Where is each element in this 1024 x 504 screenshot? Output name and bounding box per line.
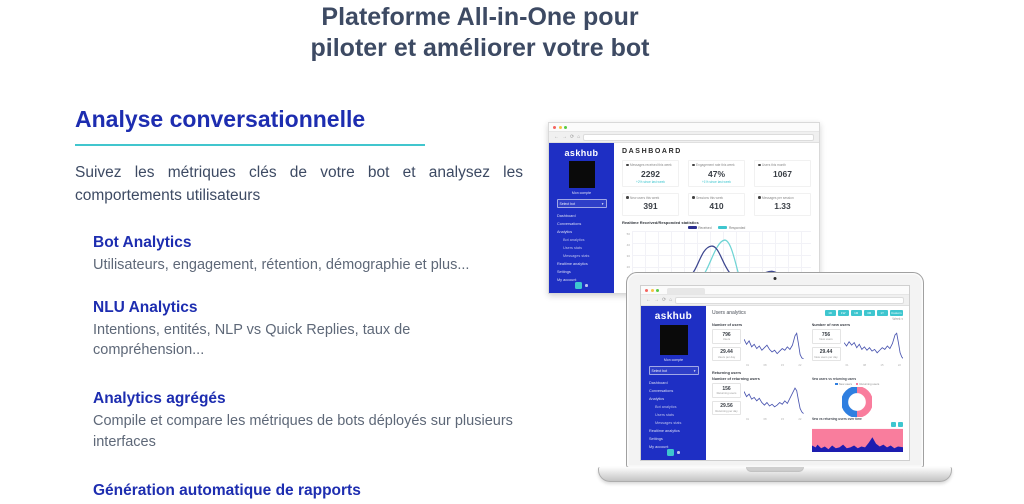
users-line-chart [744,329,804,367]
sidebar-item: Dashboard [557,214,576,218]
page-title-line1: Plateforme All-in-One pour [321,3,639,31]
browser-tab [667,288,705,294]
donut-chart [842,387,872,417]
section-heading: Analyse conversationnelle [75,106,366,132]
users-panel [712,323,804,367]
refresh-icon: ⟳ [662,296,667,303]
range-button: 1M [851,310,862,316]
metric-subtext: +2% since last week [636,179,665,184]
browser-toolbar [641,295,909,306]
status-dot-icon [677,451,680,454]
feature-bot-analytics [93,234,523,275]
status-dot-icon [585,284,588,287]
period-selector: Week ▾ [892,317,903,321]
feature-list [93,234,523,500]
stat-label: Returning users [716,391,737,395]
comparison-column [812,377,904,457]
feature-aggregated-analytics [93,390,523,452]
stat-value: 796 [722,331,731,338]
bot-selector-value: Select bot [559,201,576,206]
chart-action-icon [891,422,896,427]
section-intro: Suivez les métriques clés de votre bot et analysez les comportements utilisateurs [75,164,523,205]
legend-item: Returning users [856,382,879,386]
laptop-mockup [598,272,952,482]
maximize-icon [564,126,567,129]
sidebar-item: My account [557,278,577,282]
home-icon: ⌂ [577,133,581,140]
askhub-logo: askhub [564,148,599,158]
x-axis-ticks: 01 08 15 22 [746,417,802,421]
back-icon: ← [554,133,559,140]
laptop-notch [746,467,804,472]
chart-title: Realtime Received/Responded statistics [622,219,699,225]
returning-users-panel [712,377,804,457]
metric-card [754,160,811,187]
panel-title: Number of returning users [712,377,760,381]
dashboard2-sidebar [641,306,706,460]
metric-card [622,160,679,187]
sidebar-subitem: Bot analytics [563,238,585,242]
metric-label: Engagement rate this week [692,163,741,167]
close-icon [553,126,556,129]
stat-box [712,347,741,362]
forward-icon: → [562,133,567,140]
sidebar-item: Realtime analytics [557,262,588,266]
metric-label: New users this week [626,196,675,200]
donut-chart-title: New users vs returning users [811,377,857,381]
metric-label: Messages per session [758,196,807,200]
bot-selector-value: Select bot [651,368,668,373]
date-range-buttons [825,310,903,316]
range-button: Custom [891,310,902,315]
metric-card [754,193,811,216]
sidebar-item: Conversations [557,222,582,226]
analytics-panels-row1 [712,323,903,367]
account-label: Mon compte [663,358,684,362]
minimize-icon [559,126,562,129]
metric-value: 391 [643,201,658,211]
feature-title: NLU Analytics [93,298,198,316]
metric-label: Users this month [758,163,807,167]
chart-legend [622,226,811,230]
metric-label: Messages received this week [626,163,675,167]
metric-icon [626,196,629,199]
sidebar-subitem: Users stats [563,246,582,250]
caret-down-icon: ▾ [901,317,903,321]
legend-item: New users [835,382,852,386]
dashboard2-content [706,306,909,460]
chat-widget-icon [667,449,674,456]
maximize-icon [656,289,659,292]
refresh-icon: ⟳ [570,133,575,140]
dashboard-screenshot-window [548,122,820,294]
sidebar-item: Realtime analytics [649,429,680,433]
bot-avatar-image [660,325,688,355]
dashboard2-body [641,306,909,460]
stat-value: 156 [722,385,731,392]
sidebar-item: Dashboard [649,381,668,385]
y-axis-ticks: 50 40 30 20 [626,231,630,269]
range-button: 1W [838,310,849,316]
forward-icon: → [654,296,659,303]
feature-title: Analytics agrégés [93,390,226,408]
metric-cards [622,160,811,216]
bot-selector-dropdown [649,366,699,375]
donut-legend [812,382,904,386]
dashboard1-body [549,143,819,293]
sidebar-item: Analytics [557,230,573,234]
stat-label: Returning per day [715,408,738,413]
stat-value: 29.44 [819,349,833,356]
area-chart [812,428,904,452]
legend-item: Received [688,226,712,230]
sidebar-subitem: Bot analytics [655,405,677,409]
metric-icon [758,164,761,167]
back-icon: ← [646,296,651,303]
new-users-panel [812,323,904,367]
feature-description: Compile et compare les métriques de bots déployés sur plusieurs interfaces [93,413,513,450]
metric-value: 47% [707,168,725,179]
bot-avatar-image [569,161,595,188]
page-title [260,2,700,63]
metric-label: Sessions this week [692,196,741,200]
sidebar-subitem: Messages stats [563,254,590,258]
metric-icon [692,164,695,167]
feature-title: Génération automatique de rapports [93,481,361,499]
metric-subtext: +1% since last week [702,179,731,184]
stat-label: Users per day [717,354,736,359]
address-bar [675,297,904,304]
caret-down-icon: ▾ [693,368,696,373]
metric-value: 1067 [773,168,792,179]
sidebar-item: My account [649,445,669,449]
dashboard1-sidebar [549,143,614,293]
stat-value: 29.56 [720,403,733,410]
metric-card [688,160,745,187]
stat-label: New users per day [814,354,838,359]
metric-icon [692,196,695,199]
stat-box [712,329,741,344]
sidebar-subitem: Messages stats [655,421,682,425]
webcam-icon [774,277,777,280]
metric-icon [758,196,761,199]
stat-box [712,383,741,398]
dashboard1-heading: DASHBOARD [622,148,682,155]
stat-box [712,401,741,416]
sidebar-subitem: Users stats [655,413,674,417]
metric-icon [626,164,629,167]
feature-nlu-analytics [93,299,523,361]
feature-description: Utilisateurs, engagement, rétention, démographie et plus... [93,256,470,273]
laptop-base [598,467,952,482]
range-button: 3M [864,310,875,316]
feature-report-generation [93,482,523,500]
legend-swatch-blue [835,383,838,386]
stat-box [812,347,841,362]
home-icon: ⌂ [669,296,673,303]
page-title-line2: piloter et améliorer votre bot [310,33,650,62]
analytics-panels-row2 [712,377,903,457]
account-label: Mon compte [571,191,592,196]
sidebar-footer [667,449,680,456]
x-axis-ticks: 01 08 15 22 [845,363,901,367]
window-titlebar [549,123,819,132]
laptop-screen [626,272,924,468]
stat-value: 756 [821,331,831,338]
stat-box [812,329,841,344]
sidebar-menu [645,381,702,449]
dashboard1-content [614,143,819,293]
heading-underline [75,144,425,146]
returning-users-heading: Returning users [712,371,742,375]
conversational-analysis-section [75,106,523,500]
stat-label: New users [819,337,833,341]
feature-title: Bot Analytics [93,233,192,251]
sidebar-item: Analytics [649,397,665,401]
dashboard2-heading: Users analytics [712,310,746,316]
close-icon [645,289,648,292]
metric-value: 410 [709,201,724,211]
stat-value: 29.44 [720,349,733,356]
chat-widget-icon [575,282,582,289]
address-bar [583,134,814,141]
panel-title: Number of new users [811,323,851,327]
minimize-icon [651,289,654,292]
returning-users-line-chart [744,383,804,421]
metric-card [622,193,679,216]
bot-selector-dropdown [557,199,607,208]
legend-swatch-teal [718,226,727,229]
browser-toolbar [549,132,819,143]
chart-action-icon [898,422,903,427]
metric-value: 1.33 [774,201,791,211]
sidebar-footer [575,282,588,289]
metric-value: 2292 [641,168,660,179]
range-button: 1Y [877,310,888,316]
legend-item: Responded [718,226,745,230]
area-chart-title: New vs returning users over time [811,417,862,421]
panel-title: Number of users [712,323,743,327]
new-users-line-chart [844,329,904,367]
feature-description: Intentions, entités, NLP vs Quick Replies, taux de compréhension... [93,321,411,359]
area-chart-buttons [812,422,904,427]
window-titlebar [641,286,909,295]
stat-label: Users [722,337,731,341]
range-button: 1D [825,310,836,316]
dashboard2-window [640,285,910,461]
sidebar-item: Settings [557,270,571,274]
metric-card [688,193,745,216]
legend-swatch-navy [688,226,697,229]
caret-down-icon: ▾ [601,201,604,206]
askhub-logo: askhub [654,311,693,322]
sidebar-item: Settings [649,437,663,441]
x-axis-ticks: 01 08 15 22 [746,363,802,367]
legend-swatch-pink [856,383,859,386]
sidebar-item: Conversations [649,389,674,393]
dashboard2-header [712,310,903,316]
